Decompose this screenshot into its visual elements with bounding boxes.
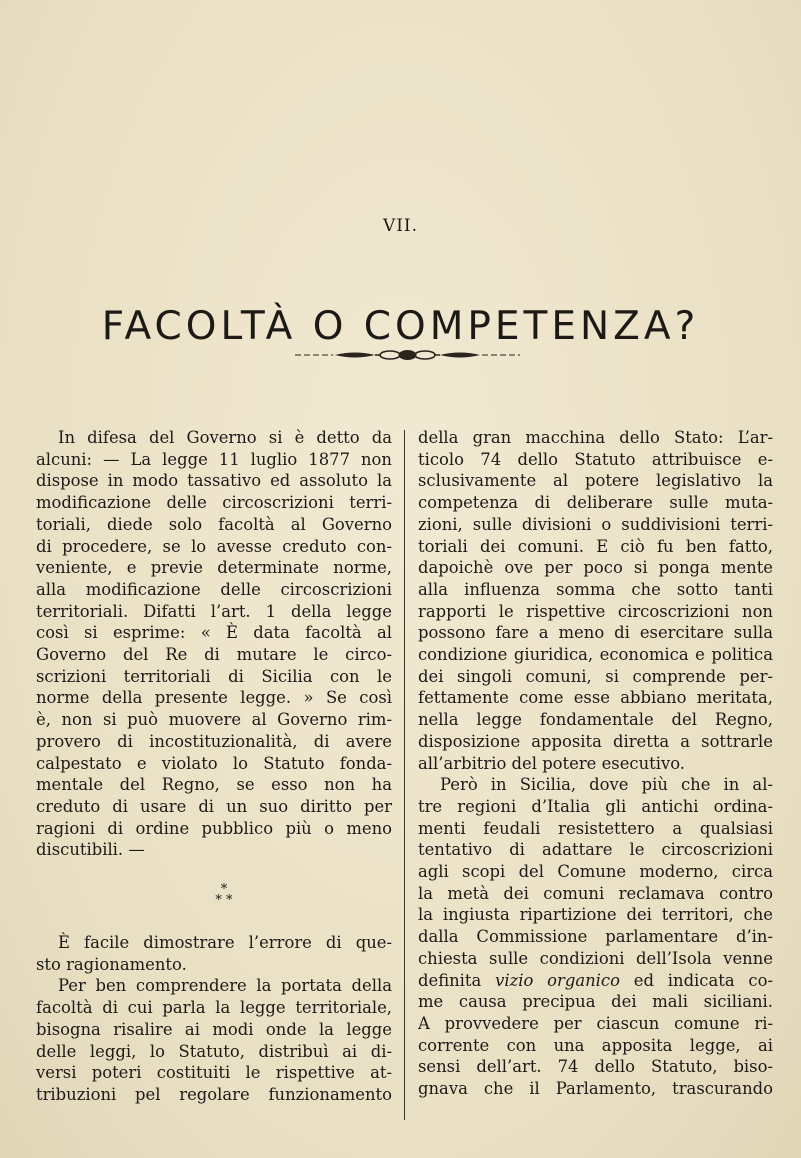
- text-line: tre regioni d’Italia gli antichi ordina-: [418, 796, 773, 816]
- right-column: [418, 427, 773, 1100]
- text-line: me causa precipua dei mali siciliani.: [418, 992, 773, 1012]
- text-line: bisogna risalire ai modi onde la legge: [36, 1019, 392, 1039]
- text-line: territoriali. Difatti l’art. 1 della legge: [36, 601, 392, 621]
- text-line: scrizioni territoriali di Sicilia con le: [36, 666, 392, 686]
- text-line: gnava che il Parlamento, trascurando: [418, 1079, 773, 1099]
- text-line: la metà dei comuni reclamava contro: [418, 883, 773, 903]
- column-divider: [404, 430, 405, 1120]
- text-line: ragioni di ordine pubblico più o meno: [36, 818, 392, 838]
- text-line: facoltà di cui parla la legge territoriale,: [36, 998, 392, 1018]
- left-column: [36, 427, 392, 1106]
- text-line: di procedere, se lo avesse creduto con-: [36, 536, 392, 556]
- asterism-top: *: [220, 882, 228, 897]
- text-line: veniente, e previe determinate norme,: [36, 558, 392, 578]
- asterism-bottom: * *: [215, 893, 233, 908]
- text-line: possono fare a meno di esercitare sulla: [418, 623, 773, 643]
- text-span: definita: [418, 970, 482, 990]
- text-line: A provvedere per ciascun comune ri-: [418, 1013, 773, 1033]
- text-line: tribuzioni pel regolare funzionamento: [36, 1084, 392, 1104]
- text-line-with-italic: [418, 970, 773, 992]
- decorative-divider-icon: [295, 346, 520, 364]
- text-line: competenza di deliberare sulle muta-: [418, 493, 773, 513]
- text-line: ticolo 74 dello Statuto attribuisce e-: [418, 449, 773, 469]
- text-line: corrente con una apposita legge, ai: [418, 1035, 773, 1055]
- text-line: sclusivamente al potere legislativo la: [418, 471, 773, 491]
- text-line: È facile dimostrare l’errore di que-: [58, 933, 392, 953]
- text-line: toriali, diede solo facoltà al Governo: [36, 514, 392, 534]
- text-line: toriali dei comuni. E ciò fu ben fatto,: [418, 536, 773, 556]
- text-line: all’arbitrio del potere esecutivo.: [418, 753, 686, 773]
- text-line: delle leggi, lo Statuto, distribuì ai di-: [36, 1041, 392, 1061]
- text-line: zioni, sulle divisioni o suddivisioni terri-: [418, 514, 773, 534]
- text-line: alcuni: — La legge 11 luglio 1877 non: [36, 449, 392, 469]
- text-line: nella legge fondamentale del Regno,: [418, 710, 773, 730]
- text-line: sensi dell’art. 74 dello Statuto, biso-: [418, 1057, 773, 1077]
- text-line: alla influenza somma che sotto tanti: [418, 579, 773, 599]
- text-line: Governo del Re di mutare le circo-: [36, 645, 392, 665]
- text-line: disposizione apposita diretta a sottrarle: [418, 731, 773, 751]
- text-line: norme della presente legge. » Se così: [36, 688, 392, 708]
- text-line: alla modificazione delle circoscrizioni: [36, 579, 392, 599]
- text-line: chiesta sulle condizioni dell’Isola venne: [418, 948, 773, 968]
- text-line: condizione giuridica, economica e politica: [418, 645, 773, 665]
- text-line: dapoichè ove per poco si ponga mente: [418, 558, 773, 578]
- text-line: così si esprime: « È data facoltà al: [36, 623, 392, 643]
- text-line: modificazione delle circoscrizioni terri-: [36, 493, 392, 513]
- text-line: sto ragionamento.: [36, 954, 187, 974]
- text-line: discutibili. —: [36, 840, 145, 860]
- chapter-number: VII.: [382, 216, 419, 236]
- text-line: menti feudali resistettero a qualsiasi: [418, 818, 773, 838]
- text-line: dei singoli comuni, si comprende per-: [418, 666, 773, 686]
- text-span: ed indicata co-: [633, 970, 773, 990]
- text-line: è, non si può muovere al Governo rim-: [36, 710, 392, 730]
- text-line: della gran macchina dello Stato: L’ar-: [418, 428, 773, 447]
- text-line: In difesa del Governo si è detto da: [58, 428, 392, 447]
- text-line: agli scopi del Comune moderno, circa: [418, 862, 773, 882]
- text-line: creduto di usare di un suo diritto per: [36, 796, 392, 816]
- text-line: provero di incostituzionalità, di avere: [36, 731, 392, 751]
- text-line: dalla Commissione parlamentare d’in-: [418, 927, 773, 947]
- text-line: fettamente come esse abbiano meritata,: [418, 688, 773, 708]
- text-line: Però in Sicilia, dove più che in al-: [440, 775, 773, 795]
- asterism: [198, 884, 250, 914]
- italic-phrase: vizio organico: [495, 970, 620, 990]
- text-line: rapporti le rispettive circoscrizioni non: [418, 601, 773, 621]
- text-line: dispose in modo tassativo ed assoluto la: [36, 471, 392, 491]
- chapter-title: FACOLTÀ O COMPETENZA?: [101, 304, 700, 350]
- text-line: calpestato e violato lo Statuto fonda-: [36, 753, 392, 773]
- text-line: mentale del Regno, se esso non ha: [36, 775, 392, 795]
- text-line: la ingiusta ripartizione dei territori, che: [418, 905, 773, 925]
- text-line: tentativo di adattare le circoscrizioni: [418, 840, 773, 860]
- text-line: Per ben comprendere la portata della: [58, 976, 392, 996]
- text-line: versi poteri costituiti le rispettive at-: [36, 1063, 392, 1083]
